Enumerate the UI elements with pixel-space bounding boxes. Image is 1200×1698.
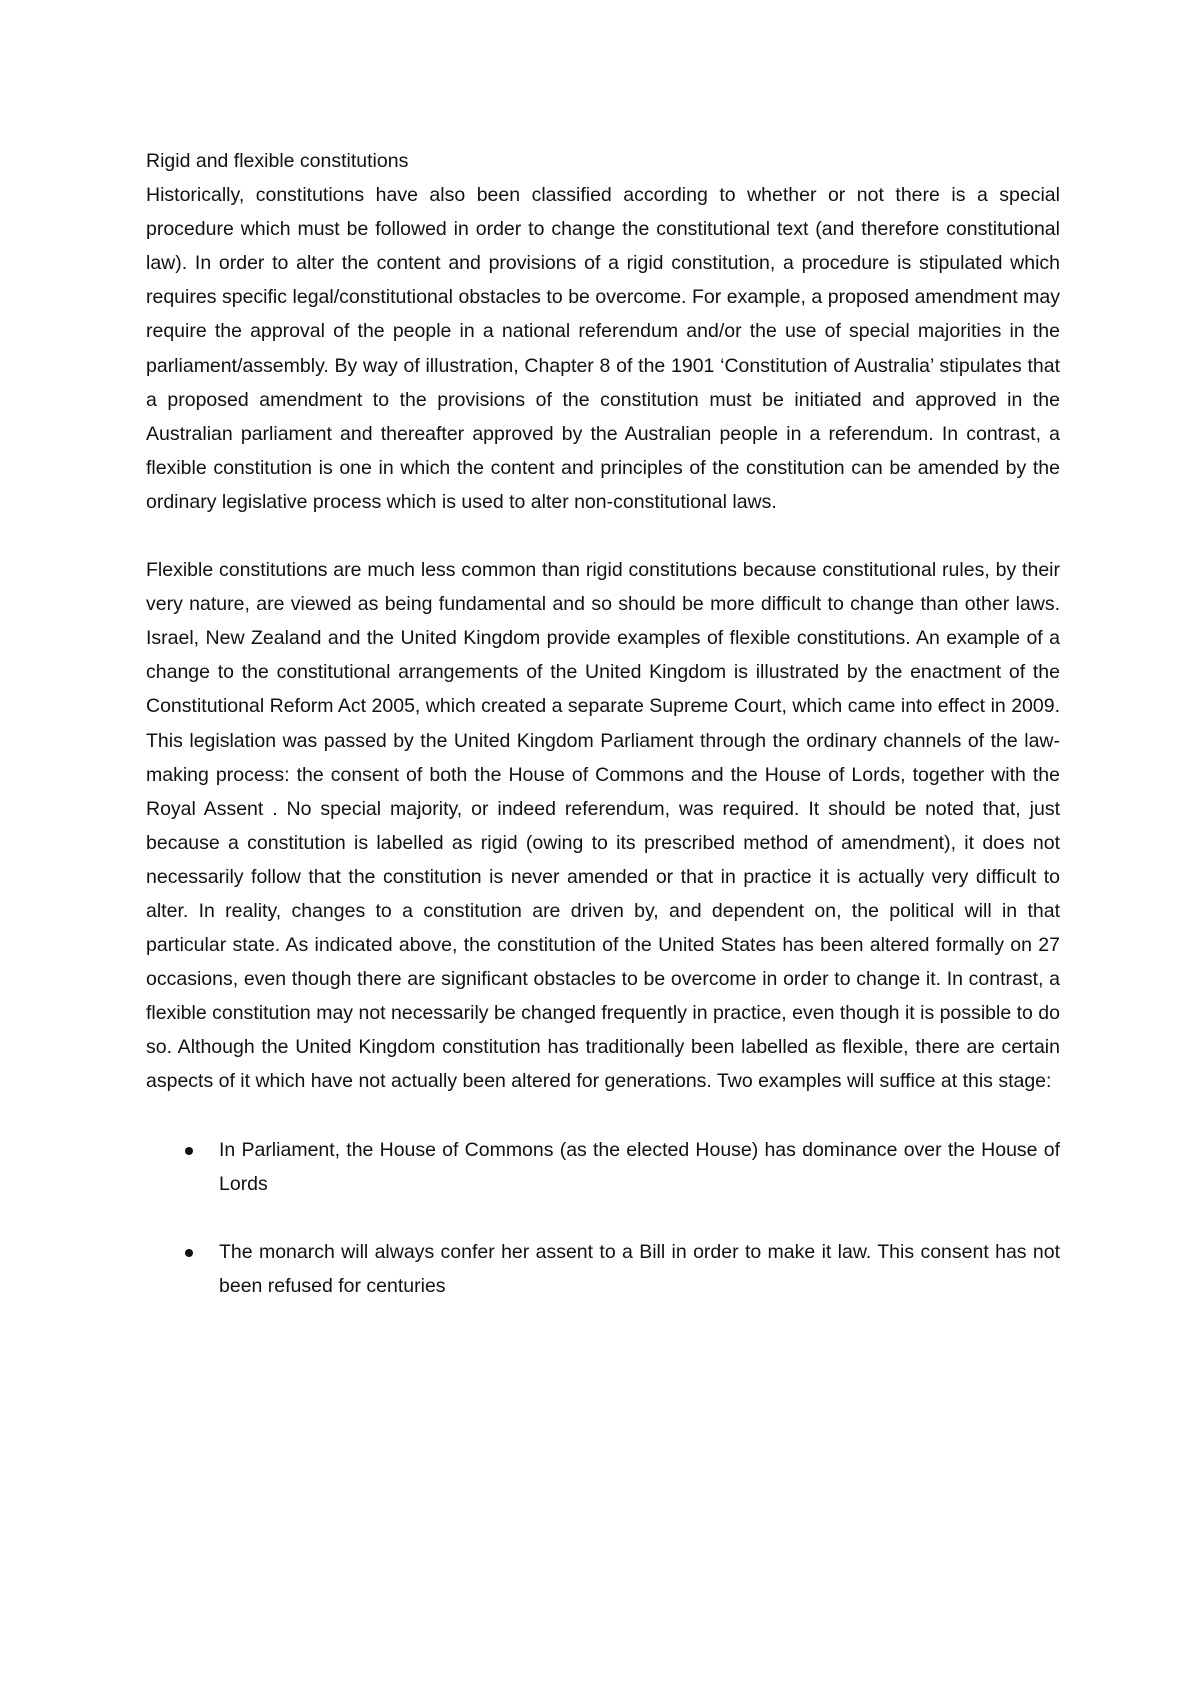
paragraph-flexible-constitutions: Flexible constitutions are much less common than rigid constitutions because constitutional rules, by their very nature, are viewed as being fundamental and so should be more difficult to change than other laws. Israel, New Zealand and the United Kingdom provide examples of flexible constitutions. An example of a change to the constitutional arrangements of the United Kingdom is illustrated by the enactment of the Constitutional Reform Act 2005, which created a separate Supreme Court, which came into effect in 2009. This legislation was passed by the United Kingdom Parliament through the ordinary channels of the law-making process: the consent of both the House of Commons and the House of Lords, together with the Royal Assent . No special majority, or indeed referendum, was required. It should be noted that, just because a constitution is labelled as rigid (owing to its prescribed method of amendment), it does not necessarily follow that the constitution is never amended or that in practice it is actually very difficult to alter. In reality, changes to a constitution are driven by, and dependent on, the political will in that particular state. As indicated above, the constitution of the United States has been altered formally on 27 occasions, even though there are significant obstacles to be overcome in order to change it. In contrast, a flexible constitution may not necessarily be changed frequently in practice, even though it is possible to do so. Although the United Kingdom constitution has traditionally been labelled as flexible, there are certain aspects of it which have not actually been altered for generations. Two examples will suffice at this stage: <box>146 559 1060 1093</box>
list-item-text: The monarch will always confer her assent to a Bill in order to make it law. This consent has not been refused for centuries <box>219 1240 1060 1297</box>
list-item <box>146 1133 1060 1201</box>
list-item <box>146 1235 1060 1303</box>
bullet-icon <box>185 1249 193 1257</box>
list-item-text: In Parliament, the House of Commons (as the elected House) has dominance over the House of Lords <box>219 1138 1060 1195</box>
examples-list <box>146 1133 1060 1303</box>
bullet-icon <box>185 1147 193 1155</box>
document-page <box>146 144 1060 1303</box>
paragraph-rigid-constitutions: Historically, constitutions have also been classified according to whether or not there is a special procedure which must be followed in order to change the constitutional text (and therefore constitutional law). In order to alter the content and provisions of a rigid constitution, a procedure is stipulated which requires specific legal/constitutional obstacles to be overcome. For example, a proposed amendment may require the approval of the people in a national referendum and/or the use of special majorities in the parliament/assembly. By way of illustration, Chapter 8 of the 1901 ‘Constitution of Australia’ stipulates that a proposed amendment to the provisions of the constitution must be initiated and approved in the Australian parliament and thereafter approved by the Australian people in a referendum. In contrast, a flexible constitution is one in which the content and principles of the constitution can be amended by the ordinary legislative process which is used to alter non-constitutional laws. <box>146 184 1060 513</box>
section-heading: Rigid and flexible constitutions <box>146 150 409 172</box>
